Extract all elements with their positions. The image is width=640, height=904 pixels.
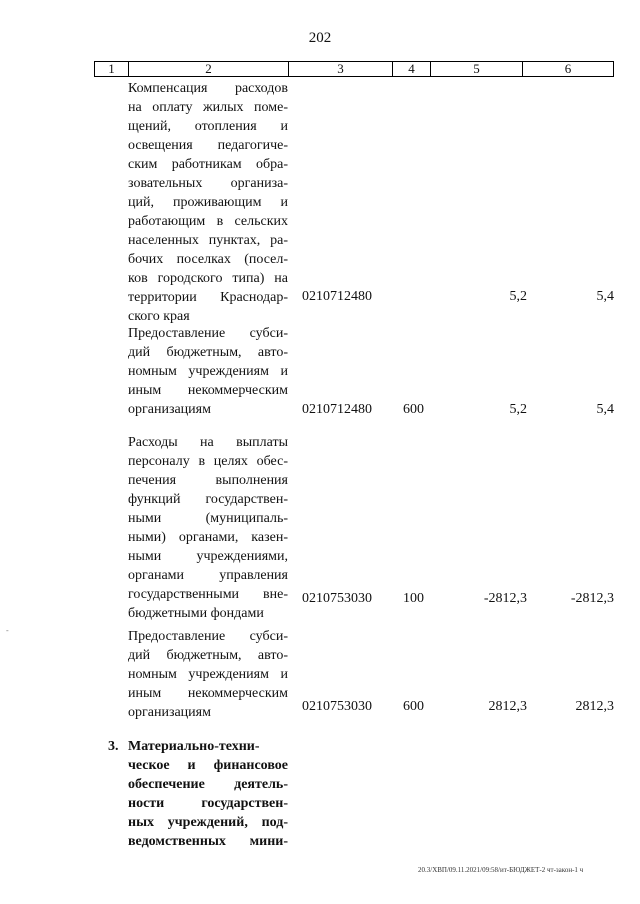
row-1-line: щений, отопления и: [128, 119, 288, 134]
header-col-4: 4: [393, 62, 431, 76]
row-1-line: ского края: [128, 309, 190, 324]
section-title-line: ведомственных мини-: [128, 834, 288, 849]
footer-document-code: 20.3/ХВП/09.11.2021/09:58/ит-БЮДЖЕТ-2 чт-закон-1 ч: [418, 866, 584, 874]
row-3-vr: 100: [403, 591, 424, 606]
row-1-amount-6: 5,4: [596, 289, 614, 304]
row-3-line: государственными вне-: [128, 587, 288, 602]
row-3-line: бюджетными фондами: [128, 606, 264, 621]
row-1-line: населенных пунктах, ра-: [128, 233, 288, 248]
table-header: [94, 61, 614, 77]
row-4-code: 0210753030: [302, 699, 372, 714]
section-title-line: ных учреждений, под-: [128, 815, 288, 830]
row-4-line: иным некоммерческим: [128, 686, 288, 701]
row-1-line: бочих поселках (посел-: [128, 252, 288, 267]
row-3-line: ными (муниципаль-: [128, 511, 288, 526]
row-3-line: персоналу в целях обес-: [128, 454, 288, 469]
row-1-description: [128, 79, 288, 326]
row-4-description: [128, 627, 288, 722]
row-3-line: Расходы на выплаты: [128, 435, 288, 450]
row-3-line: печения выполнения: [128, 473, 288, 488]
row-1-line: ций, проживающим и: [128, 195, 288, 210]
row-2-description: [128, 324, 288, 419]
row-4-amount-5: 2812,3: [488, 699, 527, 714]
row-2-line: дий бюджетным, авто-: [128, 345, 288, 360]
header-col-3: 3: [289, 62, 393, 76]
row-2-line: Предоставление субси-: [128, 326, 288, 341]
section-number: 3.: [108, 739, 119, 754]
row-2-code: 0210712480: [302, 402, 372, 417]
row-1-line: на оплату жилых поме-: [128, 100, 288, 115]
row-4-line: Предоставление субси-: [128, 629, 288, 644]
row-3-line: ными учреждениями,: [128, 549, 288, 564]
row-4-line: номным учреждениям и: [128, 667, 288, 682]
row-4-line: дий бюджетным, авто-: [128, 648, 288, 663]
margin-mark: -: [6, 626, 9, 635]
section-title: [128, 737, 288, 851]
header-col-6: 6: [564, 61, 572, 76]
section-title-line: ности государствен-: [128, 796, 288, 811]
section-title-line: Материально-техни-: [128, 739, 260, 754]
header-col-2: 2: [129, 62, 289, 76]
row-1-line: территории Краснодар-: [128, 290, 288, 305]
row-1-line: ским работникам обра-: [128, 157, 288, 172]
row-4-amount-6: 2812,3: [575, 699, 614, 714]
row-1-code: 0210712480: [302, 289, 372, 304]
row-3-line: органами управления: [128, 568, 288, 583]
row-3-line: ными) органами, казен-: [128, 530, 288, 545]
row-2-amount-5: 5,2: [509, 402, 527, 417]
row-2-amount-6: 5,4: [596, 402, 614, 417]
row-1-line: зовательных организа-: [128, 176, 288, 191]
row-1-line: ков городского типа) на: [128, 271, 288, 286]
row-4-vr: 600: [403, 699, 424, 714]
row-2-line: организациям: [128, 402, 211, 417]
row-3-amount-5: -2812,3: [483, 591, 527, 606]
header-col-5: 5: [431, 62, 523, 76]
row-4-line: организациям: [128, 705, 211, 720]
header-col-1: 1: [95, 62, 129, 76]
row-3-amount-6: -2812,3: [570, 591, 614, 606]
row-3-code: 0210753030: [302, 591, 372, 606]
row-2-line: номным учреждениям и: [128, 364, 288, 379]
row-3-description: [128, 433, 288, 623]
section-title-line: обеспечение деятель-: [128, 777, 288, 792]
section-title-line: ческое и финансовое: [128, 758, 288, 773]
row-2-line: иным некоммерческим: [128, 383, 288, 398]
row-2-vr: 600: [403, 402, 424, 417]
page-number: 202: [308, 30, 332, 46]
row-1-line: Компенсация расходов: [128, 81, 288, 96]
row-3-line: функций государствен-: [128, 492, 288, 507]
row-1-amount-5: 5,2: [509, 289, 527, 304]
row-1-line: освещения педагогиче-: [128, 138, 288, 153]
row-1-line: работающим в сельских: [128, 214, 288, 229]
